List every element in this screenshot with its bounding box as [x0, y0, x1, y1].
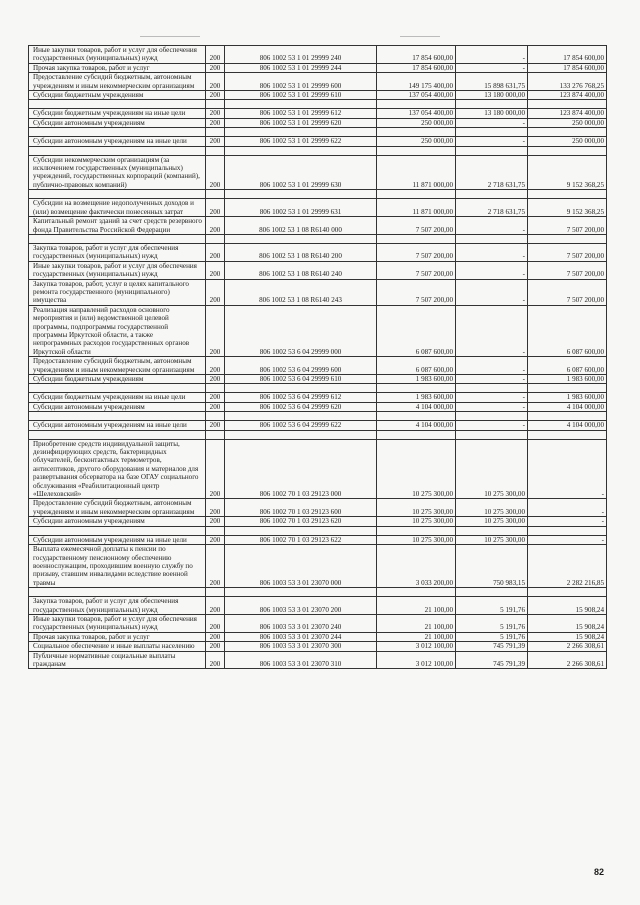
empty-cell: [377, 146, 456, 155]
row-executed-amount-cell: -: [456, 137, 528, 146]
row-executed-amount-cell: -: [456, 217, 528, 235]
row-name-cell: Социальное обеспечение и иные выплаты населению: [29, 642, 206, 651]
row-code-cell: 200: [206, 421, 225, 430]
row-code-cell: 200: [206, 109, 225, 118]
row-classification-code-cell: 806 1003 53 3 01 23070 244: [225, 632, 377, 641]
row-approved-amount-cell: 4 104 000,00: [377, 402, 456, 411]
row-remaining-amount-cell: 2 266 308,61: [528, 642, 607, 651]
empty-cell: [29, 234, 206, 243]
row-approved-amount-cell: 3 012 100,00: [377, 642, 456, 651]
empty-cell: [456, 190, 528, 199]
row-remaining-amount-cell: 4 104 000,00: [528, 421, 607, 430]
row-code-cell: 200: [206, 46, 225, 64]
table-body: [29, 46, 607, 669]
row-classification-code-cell: 806 1002 53 6 04 29999 622: [225, 421, 377, 430]
empty-cell: [377, 190, 456, 199]
row-name-cell: Закупка товаров, работ и услуг для обеспечения государственных (муниципальных) нужд: [29, 243, 206, 261]
table-row: [29, 199, 607, 217]
row-approved-amount-cell: 11 871 000,00: [377, 155, 456, 190]
row-remaining-amount-cell: 1 983 600,00: [528, 393, 607, 402]
empty-cell: [377, 234, 456, 243]
row-remaining-amount-cell: 17 854 600,00: [528, 46, 607, 64]
empty-cell: [225, 526, 377, 535]
empty-cell: [456, 526, 528, 535]
empty-cell: [528, 100, 607, 109]
row-remaining-amount-cell: 123 874 400,00: [528, 109, 607, 118]
row-approved-amount-cell: 6 087 600,00: [377, 305, 456, 356]
row-code-cell: 200: [206, 217, 225, 235]
empty-cell: [456, 412, 528, 421]
page-number: 82: [593, 867, 604, 877]
row-name-cell: Приобретение средств индивидуальной защиты, дезинфицирующих средств, бактерицидных облучателей, бесконтактных термометров, антисептиков, другого оборудования и материалов для развертывания обсерватора на базе ОГАУ социального обслуживания «Реабилитационный центр «Шелеховский»: [29, 439, 206, 499]
row-code-cell: 200: [206, 155, 225, 190]
table-row: [29, 155, 607, 190]
row-approved-amount-cell: 10 275 300,00: [377, 499, 456, 517]
row-code-cell: 200: [206, 499, 225, 517]
empty-cell: [377, 430, 456, 439]
row-remaining-amount-cell: 123 874 400,00: [528, 91, 607, 100]
row-executed-amount-cell: 10 275 300,00: [456, 499, 528, 517]
empty-cell: [29, 588, 206, 597]
empty-cell: [29, 412, 206, 421]
row-executed-amount-cell: 5 191,76: [456, 632, 528, 641]
empty-cell: [377, 526, 456, 535]
empty-cell: [528, 190, 607, 199]
row-code-cell: 200: [206, 402, 225, 411]
row-name-cell: Предоставление субсидий бюджетным, автономным учреждениям и иным некоммерческим организациям: [29, 357, 206, 375]
table-row: [29, 642, 607, 651]
scan-artifact: [140, 36, 200, 37]
row-remaining-amount-cell: 250 000,00: [528, 118, 607, 127]
row-classification-code-cell: 806 1002 70 1 03 29123 000: [225, 439, 377, 499]
row-code-cell: 200: [206, 517, 225, 526]
row-name-cell: Иные закупки товаров, работ и услуг для обеспечения государственных (муниципальных) нужд: [29, 261, 206, 279]
table-row: [29, 357, 607, 375]
row-name-cell: Субсидии бюджетным учреждениям: [29, 91, 206, 100]
row-remaining-amount-cell: -: [528, 535, 607, 544]
row-approved-amount-cell: 7 507 200,00: [377, 217, 456, 235]
row-classification-code-cell: 806 1002 53 6 04 29999 000: [225, 305, 377, 356]
row-approved-amount-cell: 149 175 400,00: [377, 73, 456, 91]
table-row: [29, 118, 607, 127]
row-executed-amount-cell: -: [456, 421, 528, 430]
row-name-cell: Капитальный ремонт зданий за счет средств резервного фонда Правительства Российской Федерации: [29, 217, 206, 235]
row-classification-code-cell: 806 1002 53 6 04 29999 600: [225, 357, 377, 375]
table-row: [29, 63, 607, 72]
table-row: [29, 137, 607, 146]
row-name-cell: Закупка товаров, работ и услуг для обеспечения государственных (муниципальных) нужд: [29, 597, 206, 615]
empty-cell: [206, 430, 225, 439]
empty-cell: [225, 430, 377, 439]
row-name-cell: Субсидии на возмещение недополученных доходов и (или) возмещение фактически понесенных затрат: [29, 199, 206, 217]
row-executed-amount-cell: 750 983,15: [456, 545, 528, 588]
table-row: [29, 597, 607, 615]
row-approved-amount-cell: 137 054 400,00: [377, 109, 456, 118]
empty-cell: [29, 190, 206, 199]
row-remaining-amount-cell: 7 507 200,00: [528, 279, 607, 305]
row-executed-amount-cell: -: [456, 357, 528, 375]
row-classification-code-cell: 806 1003 53 3 01 23070 240: [225, 614, 377, 632]
row-executed-amount-cell: 5 191,76: [456, 614, 528, 632]
row-approved-amount-cell: 250 000,00: [377, 118, 456, 127]
empty-cell: [225, 588, 377, 597]
row-approved-amount-cell: 1 983 600,00: [377, 393, 456, 402]
row-code-cell: 200: [206, 545, 225, 588]
row-approved-amount-cell: 10 275 300,00: [377, 439, 456, 499]
empty-cell: [206, 384, 225, 393]
row-executed-amount-cell: -: [456, 375, 528, 384]
row-executed-amount-cell: 13 180 000,00: [456, 109, 528, 118]
row-name-cell: Субсидии бюджетным учреждениям: [29, 375, 206, 384]
row-name-cell: Иные закупки товаров, работ и услуг для обеспечения государственных (муниципальных) нужд: [29, 614, 206, 632]
row-approved-amount-cell: 21 100,00: [377, 614, 456, 632]
row-remaining-amount-cell: 6 087 600,00: [528, 305, 607, 356]
row-executed-amount-cell: 745 791,39: [456, 642, 528, 651]
table-row: [29, 402, 607, 411]
row-name-cell: Закупка товаров, работ, услуг в целях капитального ремонта государственного (муниципального) имущества: [29, 279, 206, 305]
row-classification-code-cell: 806 1002 53 6 04 29999 620: [225, 402, 377, 411]
row-classification-code-cell: 806 1002 70 1 03 29123 622: [225, 535, 377, 544]
row-approved-amount-cell: 10 275 300,00: [377, 535, 456, 544]
empty-cell: [206, 526, 225, 535]
scan-artifact: [400, 36, 440, 37]
row-remaining-amount-cell: 2 282 216,85: [528, 545, 607, 588]
row-executed-amount-cell: -: [456, 118, 528, 127]
row-approved-amount-cell: 7 507 200,00: [377, 279, 456, 305]
row-name-cell: Публичные нормативные социальные выплаты гражданам: [29, 651, 206, 669]
row-executed-amount-cell: 2 718 631,75: [456, 155, 528, 190]
row-executed-amount-cell: -: [456, 46, 528, 64]
empty-cell: [225, 412, 377, 421]
table-row: [29, 651, 607, 669]
empty-cell: [29, 128, 206, 137]
row-name-cell: Субсидии некоммерческим организациям (за исключением государственных (муниципальных) учреждений, государственных корпораций (компаний), публично-правовых компаний): [29, 155, 206, 190]
row-approved-amount-cell: 137 054 400,00: [377, 91, 456, 100]
spacer-row: [29, 146, 607, 155]
table-row: [29, 517, 607, 526]
row-classification-code-cell: 806 1002 53 1 01 29999 612: [225, 109, 377, 118]
row-remaining-amount-cell: -: [528, 439, 607, 499]
empty-cell: [29, 100, 206, 109]
row-remaining-amount-cell: 1 983 600,00: [528, 375, 607, 384]
row-name-cell: Субсидии автономным учреждениям на иные цели: [29, 535, 206, 544]
table-row: [29, 545, 607, 588]
row-classification-code-cell: 806 1002 70 1 03 29123 620: [225, 517, 377, 526]
row-code-cell: 200: [206, 118, 225, 127]
spacer-row: [29, 100, 607, 109]
table-row: [29, 535, 607, 544]
table-row: [29, 91, 607, 100]
empty-cell: [225, 100, 377, 109]
row-approved-amount-cell: 10 275 300,00: [377, 517, 456, 526]
row-code-cell: 200: [206, 393, 225, 402]
row-remaining-amount-cell: 133 276 768,25: [528, 73, 607, 91]
row-approved-amount-cell: 17 854 600,00: [377, 46, 456, 64]
row-approved-amount-cell: 1 983 600,00: [377, 375, 456, 384]
row-name-cell: Предоставление субсидий бюджетным, автономным учреждениям и иным некоммерческим организациям: [29, 499, 206, 517]
row-executed-amount-cell: 10 275 300,00: [456, 439, 528, 499]
row-remaining-amount-cell: 7 507 200,00: [528, 243, 607, 261]
table-row: [29, 439, 607, 499]
row-executed-amount-cell: -: [456, 305, 528, 356]
row-name-cell: Субсидии автономным учреждениям: [29, 517, 206, 526]
row-code-cell: 200: [206, 279, 225, 305]
empty-cell: [225, 190, 377, 199]
empty-cell: [225, 234, 377, 243]
row-executed-amount-cell: -: [456, 279, 528, 305]
row-classification-code-cell: 806 1003 53 3 01 23070 310: [225, 651, 377, 669]
row-name-cell: Субсидии автономным учреждениям: [29, 118, 206, 127]
row-name-cell: Реализация направлений расходов основного мероприятия и (или) ведомственной целевой программы, подпрограммы государственной программы Иркутской области, а также непрограммных расходов государственных органов Иркутской области: [29, 305, 206, 356]
row-classification-code-cell: 806 1002 53 1 01 29999 600: [225, 73, 377, 91]
spacer-row: [29, 234, 607, 243]
row-classification-code-cell: 806 1002 53 1 01 29999 620: [225, 118, 377, 127]
row-approved-amount-cell: 3 033 200,00: [377, 545, 456, 588]
row-approved-amount-cell: 21 100,00: [377, 597, 456, 615]
empty-cell: [456, 234, 528, 243]
spacer-row: [29, 384, 607, 393]
empty-cell: [206, 588, 225, 597]
spacer-row: [29, 128, 607, 137]
row-approved-amount-cell: 6 087 600,00: [377, 357, 456, 375]
row-name-cell: Субсидии бюджетным учреждениям на иные цели: [29, 393, 206, 402]
empty-cell: [456, 384, 528, 393]
table-row: [29, 46, 607, 64]
table-row: [29, 632, 607, 641]
table-row: [29, 393, 607, 402]
empty-cell: [456, 146, 528, 155]
table-row: [29, 261, 607, 279]
row-name-cell: Иные закупки товаров, работ и услуг для обеспечения государственных (муниципальных) нужд: [29, 46, 206, 64]
row-code-cell: 200: [206, 305, 225, 356]
row-code-cell: 200: [206, 439, 225, 499]
row-approved-amount-cell: 17 854 600,00: [377, 63, 456, 72]
row-code-cell: 200: [206, 137, 225, 146]
row-remaining-amount-cell: 17 854 600,00: [528, 63, 607, 72]
row-classification-code-cell: 806 1002 53 1 01 29999 630: [225, 155, 377, 190]
row-name-cell: Прочая закупка товаров, работ и услуг: [29, 632, 206, 641]
empty-cell: [456, 588, 528, 597]
row-executed-amount-cell: 745 791,39: [456, 651, 528, 669]
row-remaining-amount-cell: 15 908,24: [528, 597, 607, 615]
row-classification-code-cell: 806 1002 53 1 01 29999 240: [225, 46, 377, 64]
row-executed-amount-cell: -: [456, 63, 528, 72]
row-code-cell: 200: [206, 357, 225, 375]
row-executed-amount-cell: -: [456, 393, 528, 402]
empty-cell: [528, 384, 607, 393]
row-executed-amount-cell: -: [456, 261, 528, 279]
empty-cell: [206, 412, 225, 421]
empty-cell: [206, 146, 225, 155]
row-classification-code-cell: 806 1002 53 1 01 29999 244: [225, 63, 377, 72]
row-name-cell: Выплата ежемесячной доплаты к пенсии по государственному пенсионному обеспечению военнослужащим, проходившим военную службу по призыву, ставшим инвалидами вследствие военной травмы: [29, 545, 206, 588]
row-executed-amount-cell: 5 191,76: [456, 597, 528, 615]
spacer-row: [29, 190, 607, 199]
row-executed-amount-cell: 10 275 300,00: [456, 517, 528, 526]
row-remaining-amount-cell: 2 266 308,61: [528, 651, 607, 669]
row-remaining-amount-cell: 15 908,24: [528, 614, 607, 632]
row-code-cell: 200: [206, 375, 225, 384]
row-classification-code-cell: 806 1002 53 6 04 29999 610: [225, 375, 377, 384]
empty-cell: [225, 128, 377, 137]
empty-cell: [29, 384, 206, 393]
empty-cell: [528, 234, 607, 243]
table-row: [29, 375, 607, 384]
table-row: [29, 499, 607, 517]
empty-cell: [377, 384, 456, 393]
empty-cell: [528, 146, 607, 155]
row-code-cell: 200: [206, 261, 225, 279]
empty-cell: [206, 100, 225, 109]
empty-cell: [29, 146, 206, 155]
table-row: [29, 109, 607, 118]
empty-cell: [456, 100, 528, 109]
row-remaining-amount-cell: 6 087 600,00: [528, 357, 607, 375]
empty-cell: [456, 128, 528, 137]
table-row: [29, 217, 607, 235]
row-code-cell: 200: [206, 632, 225, 641]
empty-cell: [29, 430, 206, 439]
row-executed-amount-cell: 2 718 631,75: [456, 199, 528, 217]
empty-cell: [377, 412, 456, 421]
row-remaining-amount-cell: 9 152 368,25: [528, 155, 607, 190]
row-code-cell: 200: [206, 73, 225, 91]
row-approved-amount-cell: 7 507 200,00: [377, 243, 456, 261]
row-code-cell: 200: [206, 243, 225, 261]
row-code-cell: 200: [206, 91, 225, 100]
row-classification-code-cell: 806 1002 53 1 08 R6140 240: [225, 261, 377, 279]
row-code-cell: 200: [206, 199, 225, 217]
row-approved-amount-cell: 11 871 000,00: [377, 199, 456, 217]
row-classification-code-cell: 806 1002 53 1 01 29999 631: [225, 199, 377, 217]
row-executed-amount-cell: -: [456, 243, 528, 261]
row-classification-code-cell: 806 1003 53 3 01 23070 300: [225, 642, 377, 651]
row-code-cell: 200: [206, 63, 225, 72]
row-remaining-amount-cell: -: [528, 517, 607, 526]
table-row: [29, 243, 607, 261]
row-classification-code-cell: 806 1002 70 1 03 29123 600: [225, 499, 377, 517]
row-classification-code-cell: 806 1003 53 3 01 23070 000: [225, 545, 377, 588]
row-executed-amount-cell: 13 180 000,00: [456, 91, 528, 100]
row-remaining-amount-cell: 7 507 200,00: [528, 217, 607, 235]
row-code-cell: 200: [206, 597, 225, 615]
spacer-row: [29, 430, 607, 439]
row-remaining-amount-cell: 4 104 000,00: [528, 402, 607, 411]
table-row: [29, 421, 607, 430]
row-code-cell: 200: [206, 614, 225, 632]
spacer-row: [29, 588, 607, 597]
row-name-cell: Прочая закупка товаров, работ и услуг: [29, 63, 206, 72]
row-remaining-amount-cell: -: [528, 499, 607, 517]
table-row: [29, 305, 607, 356]
empty-cell: [206, 190, 225, 199]
spacer-row: [29, 412, 607, 421]
row-executed-amount-cell: -: [456, 402, 528, 411]
empty-cell: [528, 430, 607, 439]
spacer-row: [29, 526, 607, 535]
empty-cell: [225, 384, 377, 393]
row-executed-amount-cell: 10 275 300,00: [456, 535, 528, 544]
row-name-cell: Предоставление субсидий бюджетным, автономным учреждениям и иным некоммерческим организациям: [29, 73, 206, 91]
row-approved-amount-cell: 250 000,00: [377, 137, 456, 146]
table-row: [29, 614, 607, 632]
row-name-cell: Субсидии автономным учреждениям на иные цели: [29, 137, 206, 146]
row-classification-code-cell: 806 1003 53 3 01 23070 200: [225, 597, 377, 615]
empty-cell: [206, 234, 225, 243]
empty-cell: [377, 128, 456, 137]
empty-cell: [456, 430, 528, 439]
row-classification-code-cell: 806 1002 53 1 01 29999 622: [225, 137, 377, 146]
row-executed-amount-cell: 15 898 631,75: [456, 73, 528, 91]
row-name-cell: Субсидии бюджетным учреждениям на иные цели: [29, 109, 206, 118]
row-code-cell: 200: [206, 642, 225, 651]
empty-cell: [528, 412, 607, 421]
row-classification-code-cell: 806 1002 53 1 08 R6140 000: [225, 217, 377, 235]
row-code-cell: 200: [206, 651, 225, 669]
empty-cell: [377, 588, 456, 597]
empty-cell: [377, 100, 456, 109]
table-row: [29, 279, 607, 305]
empty-cell: [528, 588, 607, 597]
row-name-cell: Субсидии автономным учреждениям на иные цели: [29, 421, 206, 430]
row-code-cell: 200: [206, 535, 225, 544]
row-remaining-amount-cell: 15 908,24: [528, 632, 607, 641]
row-name-cell: Субсидии автономным учреждениям: [29, 402, 206, 411]
row-approved-amount-cell: 3 012 100,00: [377, 651, 456, 669]
empty-cell: [528, 526, 607, 535]
row-classification-code-cell: 806 1002 53 1 08 R6140 243: [225, 279, 377, 305]
table-row: [29, 73, 607, 91]
row-classification-code-cell: 806 1002 53 1 01 29999 610: [225, 91, 377, 100]
budget-execution-table: [28, 45, 607, 669]
row-approved-amount-cell: 7 507 200,00: [377, 261, 456, 279]
empty-cell: [29, 526, 206, 535]
row-remaining-amount-cell: 7 507 200,00: [528, 261, 607, 279]
empty-cell: [528, 128, 607, 137]
row-approved-amount-cell: 4 104 000,00: [377, 421, 456, 430]
row-remaining-amount-cell: 250 000,00: [528, 137, 607, 146]
row-approved-amount-cell: 21 100,00: [377, 632, 456, 641]
row-remaining-amount-cell: 9 152 368,25: [528, 199, 607, 217]
row-classification-code-cell: 806 1002 53 1 08 R6140 200: [225, 243, 377, 261]
row-classification-code-cell: 806 1002 53 6 04 29999 612: [225, 393, 377, 402]
empty-cell: [225, 146, 377, 155]
empty-cell: [206, 128, 225, 137]
